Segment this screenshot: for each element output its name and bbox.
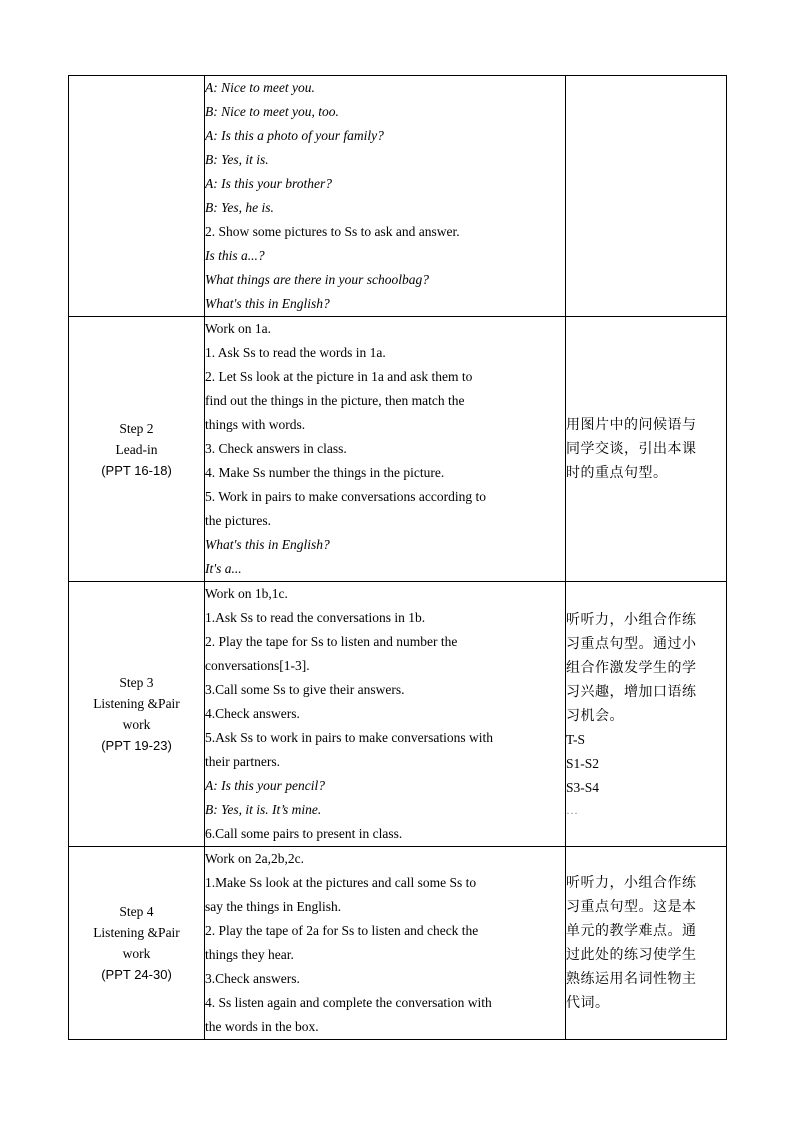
procedure-line: say the things in English. [205,899,342,914]
procedure-line: A: Is this your pencil? [205,778,325,793]
step-name: work [122,946,151,961]
procedure-line: 3.Call some Ss to give their answers. [205,682,405,697]
purpose-line: 习重点句型。这是本 [566,899,697,915]
procedure-cell [205,582,566,847]
purpose-line: S3-S4 [566,780,600,795]
step-name: work [122,717,151,732]
step-label: Step 2 [119,420,154,436]
procedure-line: 6.Call some pairs to present in class. [205,826,403,841]
procedure-line: Work on 2a,2b,2c. [205,851,305,866]
procedure-line: 5. Work in pairs to make conversations according to [205,489,486,504]
procedure-line: things with words. [205,417,306,432]
procedure-cell [205,317,566,582]
purpose-line: S1-S2 [566,756,600,771]
procedure-line: conversations[1-3]. [205,658,310,673]
procedure-line: 3.Check answers. [205,971,300,986]
procedure-line: 1.Ask Ss to read the conversations in 1b. [205,610,426,625]
ppt-range: (PPT 19-23) [101,738,172,753]
step-cell [69,582,205,847]
procedure-line: 1. Ask Ss to read the words in 1a. [205,345,386,360]
procedure-line: B: Yes, it is. [205,152,269,167]
procedure-cell [205,847,566,1040]
procedure-line: What's this in English? [205,296,330,311]
procedure-line: 2. Show some pictures to Ss to ask and answer. [205,224,460,239]
procedure-line: It's a... [205,561,242,576]
procedure-line: A: Nice to meet you. [205,80,315,95]
procedure-line: 1.Make Ss look at the pictures and call some Ss to [205,875,477,890]
step-name: Lead-in [115,441,158,457]
purpose-line: … [566,803,578,817]
ppt-range: (PPT 24-30) [101,967,172,982]
purpose-line: 单元的教学难点。通 [566,923,697,939]
step-label: Step 3 [119,675,154,690]
step-cell [69,317,205,582]
procedure-line: 2. Play the tape of 2a for Ss to listen and check the [205,923,479,938]
procedure-line: B: Yes, he is. [205,200,274,215]
procedure-line: 2. Play the tape for Ss to listen and number the [205,634,458,649]
procedure-cell [205,76,566,317]
purpose-line: 熟练运用名词性物主 [566,971,697,987]
purpose-line: 用图片中的问候语与 [566,417,697,433]
procedure-line: things they hear. [205,947,294,962]
table-row [69,76,727,317]
purpose-line: 代词。 [566,995,610,1011]
step-cell [69,76,205,317]
table-row [69,317,727,582]
procedure-line: find out the things in the picture, then match the [205,393,465,408]
step-name: Listening &Pair [93,925,180,940]
procedure-line: 3. Check answers in class. [205,441,347,456]
purpose-cell [566,317,727,582]
purpose-line: 听听力，小组合作练 [566,612,697,628]
purpose-line: 听听力，小组合作练 [566,875,697,891]
procedure-line: their partners. [205,754,280,769]
purpose-cell [566,847,727,1040]
purpose-line: 时的重点句型。 [566,465,668,481]
purpose-cell [566,582,727,847]
procedure-line: What things are there in your schoolbag? [205,272,429,287]
purpose-line: 过此处的练习使学生 [566,947,697,963]
procedure-line: B: Yes, it is. It’s mine. [205,802,322,817]
step-label: Step 4 [119,904,154,919]
procedure-line: A: Is this a photo of your family? [205,128,384,143]
procedure-line: What's this in English? [205,537,330,552]
purpose-line: 同学交谈，引出本课 [566,441,697,457]
procedure-line: the pictures. [205,513,271,528]
procedure-line: 4.Check answers. [205,706,300,721]
procedure-line: A: Is this your brother? [205,176,332,191]
table-row [69,582,727,847]
procedure-line: Work on 1a. [205,321,272,336]
purpose-line: T-S [566,732,586,747]
purpose-cell [566,76,727,317]
lesson-plan-table [68,75,727,1040]
procedure-line: 5.Ask Ss to work in pairs to make conversations with [205,730,493,745]
ppt-range: (PPT 16-18) [101,462,172,478]
procedure-line: Work on 1b,1c. [205,586,288,601]
purpose-line: 习机会。 [566,708,624,724]
purpose-line: 组合作激发学生的学 [566,660,697,676]
table-row [69,847,727,1040]
procedure-line: 2. Let Ss look at the picture in 1a and ask them to [205,369,473,384]
purpose-line: 习兴趣，增加口语练 [566,684,697,700]
procedure-line: 4. Make Ss number the things in the picture. [205,465,445,480]
procedure-line: Is this a...? [205,248,265,263]
procedure-line: 4. Ss listen again and complete the conversation with [205,995,492,1010]
procedure-line: the words in the box. [205,1019,319,1034]
step-name: Listening &Pair [93,696,180,711]
procedure-line: B: Nice to meet you, too. [205,104,339,119]
step-cell [69,847,205,1040]
purpose-line: 习重点句型。通过小 [566,636,697,652]
